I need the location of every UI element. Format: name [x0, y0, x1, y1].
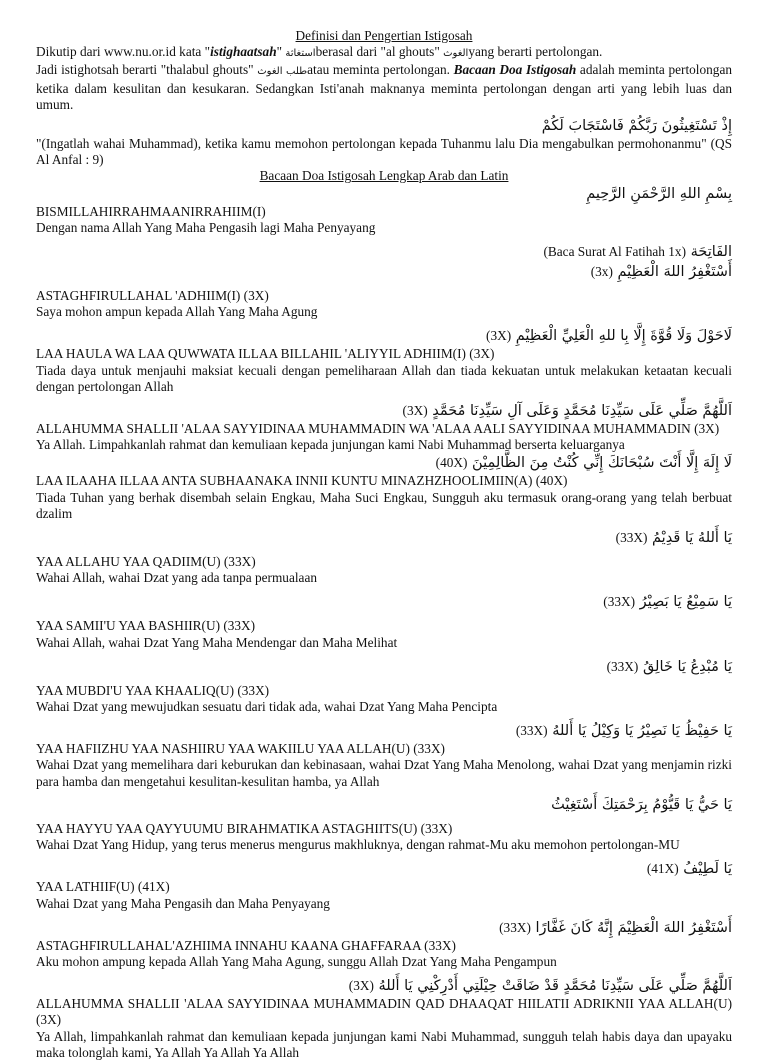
- hafiizh-arabic-line: [36, 721, 732, 741]
- hayyu-translation: Wahai Dzat Yang Hidup, yang terus menerus mengurus makhluknya, dengan rahmat-Mu aku memohon pertolongan-MU: [36, 837, 680, 853]
- count-label: (33X): [515, 723, 548, 739]
- astagh-arabic: أَسْتَغْفِرُ اللهَ الْعَظِيْمِ: [617, 264, 732, 281]
- shalawat-latin: ALLAHUMMA SHALLII 'ALAA SAYYIDINAA MUHAMMADIN WA 'ALAA AALI SAYYIDINAA MUHAMMADIN (3X): [36, 421, 720, 437]
- qadiim-arabic: يَا أَللهُ يَا قَدِيْمُ: [652, 530, 732, 547]
- samii-arabic: يَا سَمِيْعُ يَا بَصِيْرُ: [639, 594, 732, 611]
- count-label: (3x): [590, 264, 613, 280]
- intro-text: ": [276, 44, 286, 60]
- hauqalah-latin: LAA HAULA WA LAA QUWWATA ILLAA BILLAHIL 'ALIYYIL ADHIIM(I) (3X): [36, 346, 495, 362]
- arabic-term: طلب الغوث: [257, 66, 308, 78]
- intro-text: adalah meminta pertolongan ketika dalam kesulitan dan kesukaran. Sedangkan Isti'anah maknanya meminta pertolongan dengan arti yang lebih luas dan umum.: [36, 62, 732, 112]
- term-bacaan-doa: Bacaan Doa Istigosah: [453, 62, 577, 78]
- count-label: (40X): [435, 455, 468, 471]
- hauqalah-arabic-line: [36, 326, 732, 346]
- mubdi-latin: YAA MUBDI'U YAA KHAALIQ(U) (33X): [36, 682, 270, 698]
- shalawat-arabic: اَللَّهُمَّ صَلِّي عَلَى سَيِّدِنَا مُحَمَّدٍ وَعَلَى آلِ سَيِّدِنَا مُحَمَّدٍ: [432, 403, 732, 420]
- basmalah-latin: BISMILLAHIRRAHMAANIRRAHIIM(I): [36, 203, 266, 219]
- intro-text: atau meminta pertolongan.: [307, 62, 454, 78]
- hayyu-arabic: يَا حَيُّ يَا قَيُّوْمُ بِرَحْمَتِكَ أَسْتَغِيْثُ: [551, 796, 732, 813]
- count-label: (3X): [486, 328, 512, 344]
- lathiif-arabic-line: [36, 859, 732, 879]
- intro-text: yang berarti pertolongan.: [468, 44, 603, 60]
- mubdi-arabic-line: [36, 657, 732, 677]
- count-label: (33X): [499, 919, 531, 935]
- verse-arabic: إِذْ تَسْتَغِيثُونَ رَبَّكُمْ فَاسْتَجَابَ لَكُمْ: [541, 118, 732, 135]
- count-label: (41X): [646, 861, 679, 877]
- yunus-latin: LAA ILAAHA ILLAA ANTA SUBHAANAKA INNII KUNTU MINAZHZHOOLIMIIN(A) (40X): [36, 473, 568, 489]
- term-istighaatsah: istighaatsah: [210, 44, 277, 60]
- astagh-latin: ASTAGHFIRULLAHAL 'ADHIIM(I) (3X): [36, 288, 269, 304]
- section-subtitle: Bacaan Doa Istigosah Lengkap Arab dan Latin: [259, 168, 509, 184]
- count-label: (33X): [603, 594, 636, 610]
- intro-text: Dikutip dari www.nu.or.id kata ": [36, 44, 211, 60]
- hiilah-latin: ALLAHUMMA SHALLII 'ALAA SAYYIDINAA MUHAMMADIN QAD DHAAQAT HIILATII ADRIKNII YAA ALLAH(U) (3X): [36, 996, 732, 1028]
- samii-arabic-line: [36, 592, 732, 612]
- astagh-arabic-line: [36, 262, 732, 282]
- yunus-arabic: لَا إِلَهَ إِلَّا أَنْتَ سُبْحَانَكَ إِنِّي كُنْتُ مِنَ الظَّالِمِيْنَ: [472, 455, 732, 472]
- mubdi-translation: Wahai Dzat yang mewujudkan sesuatu dari tidak ada, wahai Dzat Yang Maha Pencipta: [36, 699, 498, 715]
- qadiim-arabic-line: [36, 528, 732, 548]
- hafiizh-translation: Wahai Dzat yang memelihara dari keburukan dan kebinasaan, wahai Dzat Yang Maha Menolong, wahai Dzat yang menjamin rizki para hamba dan mengetahui kesulitan-kesulitan hamba, ya Allah: [36, 757, 732, 789]
- shalawat-arabic-line: [36, 401, 732, 421]
- hayyu-latin: YAA HAYYU YAA QAYYUUMU BIRAHMATIKA ASTAGHIITS(U) (33X): [36, 820, 453, 836]
- mubdi-arabic: يَا مُبْدِعُ يَا خَالِقُ: [642, 658, 732, 675]
- intro-paragraph-1: [36, 44, 732, 62]
- basmalah-translation: Dengan nama Allah Yang Maha Pengasih lagi Maha Penyayang: [36, 219, 376, 235]
- qadiim-latin: YAA ALLAHU YAA QADIIM(U) (33X): [36, 554, 256, 570]
- intro-text: Jadi istighotsah berarti "thalabul ghouts": [36, 62, 258, 78]
- ghaffar-arabic: أَسْتَغْفِرُ اللهَ الْعَظِيْمَ إِنَّهُ كَانَ غَفَّارًا: [535, 919, 732, 936]
- hauqalah-translation: Tiada daya untuk menjauhi maksiat kecuali dengan pemeliharaan Allah dan tiada kekuatan untuk melakukan ketaatan kecuali dengan pertolongan Allah: [36, 362, 732, 394]
- hiilah-arabic: اَللَّهُمَّ صَلِّي عَلَى سَيِّدِنَا مُحَمَّدٍ قَدْ ضَاقَتْ حِيْلَتِي أَدْرِكْنِي يَا أَللهُ: [378, 978, 732, 995]
- hauqalah-arabic: لَاحَوْلَ وَلَا قُوَّةَ إِلَّا بِا للهِ الْعَلِيِّ الْعَظِيْمِ: [515, 328, 732, 345]
- basmalah-arabic: بِسْمِ اللهِ الرَّحْمَنِ الرَّحِيمِ: [586, 185, 732, 202]
- hiilah-arabic-line: [36, 976, 732, 996]
- samii-translation: Wahai Allah, wahai Dzat Yang Maha Mendengar dan Maha Melihat: [36, 634, 398, 650]
- hiilah-translation: Ya Allah, limpahkanlah rahmat dan kemuliaan kepada junjungan kami Nabi Muhammad, sungguh telah habis daya dan upayaku maka tolonglah kami, Ya Allah Ya Allah Ya Allah: [36, 1028, 732, 1060]
- count-label: (33X): [615, 530, 648, 546]
- fatihah-arabic: الفَاتِحَة: [690, 244, 732, 261]
- shalawat-translation: Ya Allah. Limpahkanlah rahmat dan kemuliaan kepada junjungan kami Nabi Muhammad berserta keluarganya: [36, 437, 625, 453]
- fatihah-note: (Baca Surat Al Fatihah 1x): [543, 244, 687, 260]
- count-label: (33X): [606, 658, 639, 674]
- lathiif-latin: YAA LATHIIF(U) (41X): [36, 879, 170, 895]
- page-title: Definisi dan Pengertian Istigosah: [295, 28, 473, 43]
- samii-latin: YAA SAMII'U YAA BASHIIR(U) (33X): [36, 618, 256, 634]
- hafiizh-latin: YAA HAFIIZHU YAA NASHIIRU YAA WAKIILU YAA ALLAH(U) (33X): [36, 741, 445, 757]
- intro-text: berasal dari "al ghouts": [315, 44, 444, 60]
- ghaffar-translation: Aku mohon ampung kepada Allah Yang Maha Agung, sunggu Allah Dzat Yang Maha Pengampun: [36, 953, 557, 969]
- lathiif-translation: Wahai Dzat yang Maha Pengasih dan Maha Penyayang: [36, 895, 330, 911]
- verse-translation: "(Ingatlah wahai Muhammad), ketika kamu memohon pertolongan kepada Tuhanmu lalu Dia mengabulkan permohonanmu" (QS Al Anfal : 9): [36, 136, 732, 168]
- arabic-term: استغاثة: [285, 48, 316, 60]
- ghaffar-arabic-line: [36, 918, 732, 938]
- fatihah-line: [36, 242, 732, 262]
- yunus-translation: Tiada Tuhan yang berhak disembah selain Engkau, Maha Suci Engkau, Sungguh aku termasuk orang-orang yang telah berbuat dzalim: [36, 489, 732, 521]
- qadiim-translation: Wahai Allah, wahai Dzat yang ada tanpa permualaan: [36, 570, 317, 586]
- arabic-term: الغوث: [443, 48, 469, 60]
- yunus-arabic-line: [36, 453, 732, 473]
- lathiif-arabic: يَا لَطِيْفُ: [683, 861, 732, 878]
- count-label: (3X): [402, 403, 428, 419]
- hafiizh-arabic: يَا حَفِيْظُ يَا نَصِيْرُ يَا وَكِيْلُ يَا أَللهُ: [552, 723, 732, 740]
- intro-paragraph-2: [36, 62, 732, 113]
- count-label: (3X): [348, 978, 374, 994]
- astagh-translation: Saya mohon ampun kepada Allah Yang Maha Agung: [36, 304, 318, 320]
- ghaffar-latin: ASTAGHFIRULLAHAL'AZHIIMA INNAHU KAANA GHAFFARAA (33X): [36, 937, 456, 953]
